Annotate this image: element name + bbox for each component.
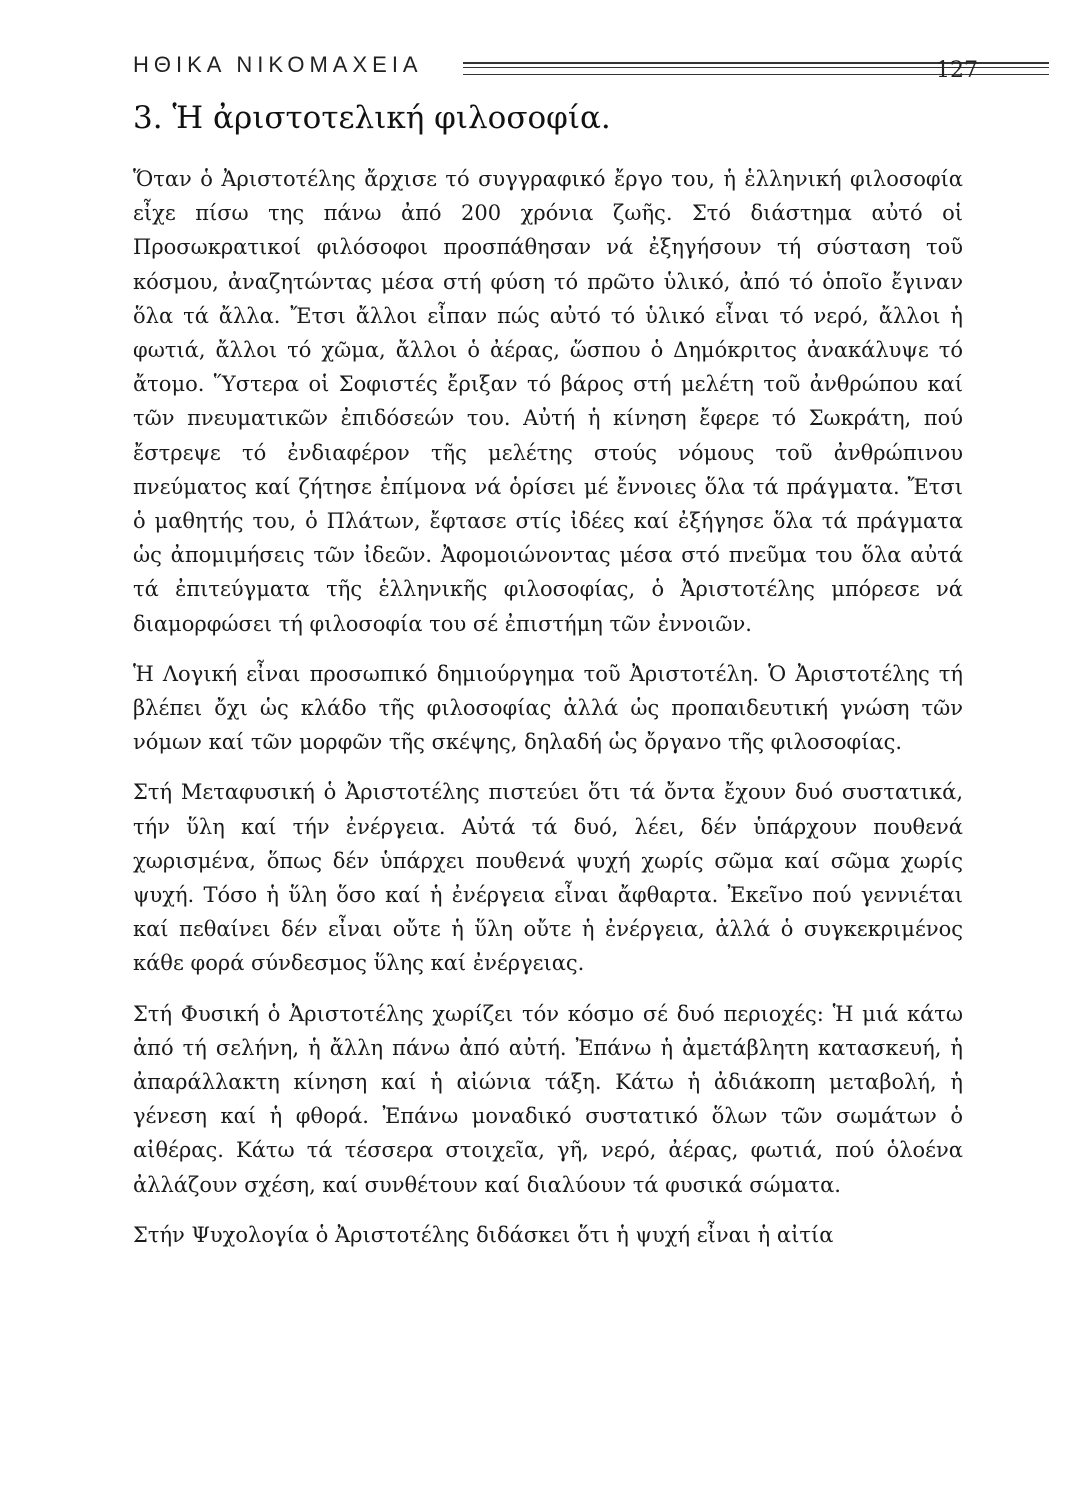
- paragraph-psychology: Στήν Ψυχολογία ὁ Ἀριστοτέλης διδάσκει ὅτι ἡ ψυχή εἶναι ἡ αἰτία: [133, 1222, 834, 1247]
- body-text: [133, 162, 963, 1268]
- page-number: 127: [936, 58, 978, 83]
- running-head: [133, 52, 978, 88]
- paragraph-presocratics: Ὅταν ὁ Ἀριστοτέλης ἄρχισε τό συγγραφικό ἔργο του, ἡ ἑλληνική φιλοσοφία εἶχε πίσω της πάνω ἀπό 200 χρόνια ζωῆς. Στό διάστημα αὐτό οἱ Προσωκρατικοί φιλόσοφοι προσπάθησαν νά ἐξηγήσουν τή σύσταση τοῦ κόσμου, ἀναζητώντας μέσα στή φύση τό πρῶτο ὑλικό, ἀπό τό ὁποῖο ἔγιναν ὅλα τά ἄλλα. Ἔτσι ἄλλοι εἶπαν πώς αὐτό τό ὑλικό εἶναι τό νερό, ἄλλοι ἡ φωτιά, ἄλλοι τό χῶμα, ἄλλοι ὁ ἀέρας, ὥσπου ὁ Δημόκριτος ἀνακάλυψε τό ἄτομο. Ὕστερα οἱ Σοφιστές ἔριξαν τό βάρος στή μελέτη τοῦ ἀνθρώπου καί τῶν πνευματικῶν ἐπιδόσεών του. Αὐτή ἡ κίνηση ἔφερε τό Σωκράτη, πού ἔστρεψε τό ἐνδιαφέρον τῆς μελέτης στούς νόμους τοῦ ἀνθρώπινου πνεύματος καί ζήτησε ἐπίμονα νά ὁρίσει μέ ἔννοιες ὅλα τά πράγματα. Ἔτσι ὁ μαθητής του, ὁ Πλάτων, ἔφτασε στίς ἰδέες καί ἐξήγησε ὅλα τά πράγματα ὡς ἀπομιμήσεις τῶν ἰδεῶν. Ἀφομοιώνοντας μέσα στό πνεῦμα του ὅλα αὐτά τά ἐπιτεύγματα τῆς ἑλληνικῆς φιλοσοφίας, ὁ Ἀριστοτέλης μπόρεσε νά διαμορφώσει τή φιλοσοφία του σέ ἐπιστήμη τῶν ἐννοιῶν.: [133, 167, 963, 636]
- paragraph-physics: Στή Φυσική ὁ Ἀριστοτέλης χωρίζει τόν κόσμο σέ δυό περιοχές: Ἡ μιά κάτω ἀπό τή σελήνη, ἡ ἄλλη πάνω ἀπό αὐτή. Ἐπάνω ἡ ἀμετάβλητη κατασκευή, ἡ ἀπαράλλακτη κίνηση καί ἡ αἰώνια τάξη. Κάτω ἡ ἀδιάκοπη μεταβολή, ἡ γένεση καί ἡ φθορά. Ἐπάνω μοναδικό συστατικό ὅλων τῶν σωμάτων ὁ αἰθέρας. Κάτω τά τέσσερα στοιχεῖα, γῆ, νερό, ἀέρας, φωτιά, πού ὁλοένα ἀλλάζουν σχέση, καί συνθέτουν καί διαλύουν τά φυσικά σώματα.: [133, 1001, 963, 1197]
- paragraph-logic: Ἡ Λογική εἶναι προσωπικό δημιούργημα τοῦ Ἀριστοτέλη. Ὁ Ἀριστοτέλης τή βλέπει ὄχι ὡς κλάδο τῆς φιλοσοφίας ἀλλά ὡς προπαιδευτική γνώση τῶν νόμων καί τῶν μορφῶν τῆς σκέψης, δηλαδή ὡς ὄργανο τῆς φιλοσοφίας.: [133, 661, 963, 755]
- section-heading: 3. Ἡ ἀριστοτελική φιλοσοφία.: [133, 100, 611, 136]
- paragraph-metaphysics: Στή Μεταφυσική ὁ Ἀριστοτέλης πιστεύει ὅτι τά ὄντα ἔχουν δυό συστατικά, τήν ὕλη καί τήν ἐνέργεια. Αὐτά τά δυό, λέει, δέν ὑπάρχουν πουθενά χωρισμένα, ὅπως δέν ὑπάρχει πουθενά ψυχή χωρίς σῶμα καί σῶμα χωρίς ψυχή. Τόσο ἡ ὕλη ὅσο καί ἡ ἐνέργεια εἶναι ἄφθαρτα. Ἐκεῖνο πού γεννιέται καί πεθαίνει δέν εἶναι οὔτε ἡ ὕλη οὔτε ἡ ἐνέργεια, ἀλλά ὁ συγκεκριμένος κάθε φορά σύνδεσμος ὕλης καί ἐνέργειας.: [133, 780, 963, 976]
- book-title: ΗΘΙΚΑ ΝΙΚΟΜΑΧΕΙΑ: [133, 52, 423, 77]
